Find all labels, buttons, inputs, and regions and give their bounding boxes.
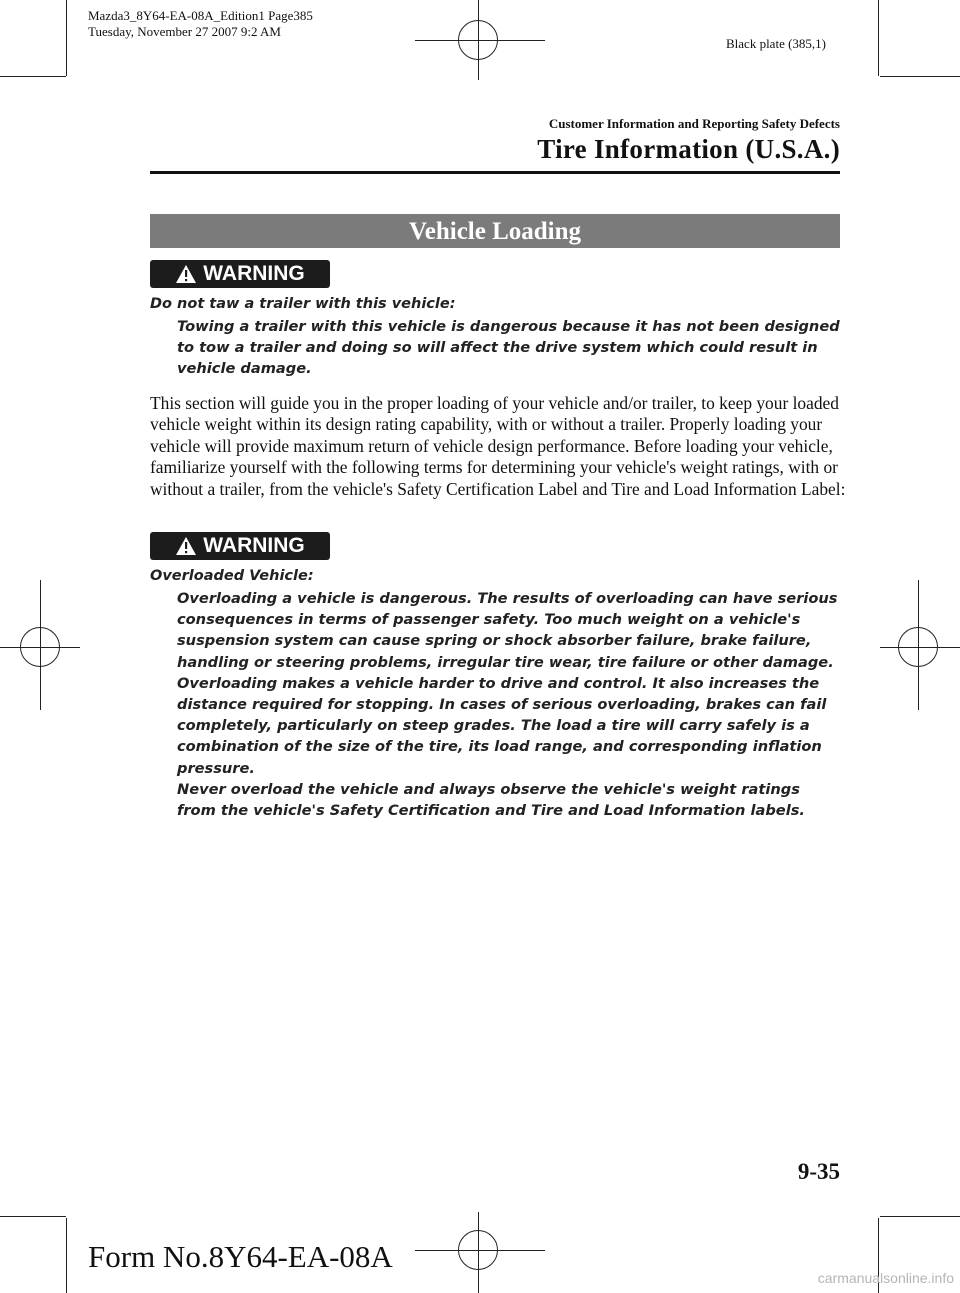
section-banner: Vehicle Loading	[150, 214, 840, 248]
intro-paragraph: This section will guide you in the proper loading of your vehicle and/or trailer, to keep your loaded vehicle weight within its design rating capability, with or without a trailer. Properly loading your vehicle will provide maximum return of vehicle design performance. Before loading your vehicle, familiarize yourself with the following terms for determining your vehicle's weight ratings, with or without a trailer, from the vehicle's Safety Certification Label and Tire and Load Information Label:	[150, 393, 846, 499]
warning-label: WARNING	[203, 262, 305, 285]
warning-heading: Do not taw a trailer with this vehicle:	[150, 296, 456, 312]
crop-mark	[0, 1216, 66, 1217]
section-header: Customer Information and Reporting Safety Defects	[548, 116, 840, 131]
warning-heading: Overloaded Vehicle:	[150, 568, 314, 584]
crop-mark	[66, 1218, 67, 1293]
plate-label: Black plate (385,1)	[726, 36, 826, 51]
registration-circle	[458, 1230, 498, 1270]
warning-triangle-icon	[175, 536, 197, 556]
print-info	[88, 8, 313, 40]
crop-mark	[878, 0, 879, 76]
form-number: Form No.8Y64-EA-08A	[88, 1239, 393, 1274]
print-info-line: Tuesday, November 27 2007 9:2 AM	[88, 24, 281, 39]
warning-text: Never overload the vehicle and always observe the vehicle's weight ratings from the vehicle's Safety Certification and Tire and Load Information labels.	[177, 780, 805, 820]
warning-body	[177, 316, 842, 380]
watermark: carmanualsonline.info	[817, 1270, 954, 1286]
warning-triangle-icon	[175, 264, 197, 284]
registration-circle	[898, 627, 938, 667]
crop-mark	[880, 76, 960, 77]
crop-mark	[0, 76, 66, 77]
chapter-title: Tire Information (U.S.A.)	[537, 134, 840, 164]
registration-circle	[458, 20, 498, 60]
page-number: 9-35	[797, 1159, 840, 1184]
warning-badge	[150, 260, 330, 288]
title-rule	[150, 171, 840, 174]
print-info-line: Mazda3_8Y64-EA-08A_Edition1 Page385	[88, 8, 313, 23]
warning-text: Towing a trailer with this vehicle is dangerous because it has not been designed to tow a trailer and doing so will affect the drive system which could result in vehicle damage.	[177, 318, 840, 378]
crop-mark	[880, 1216, 960, 1217]
warning-label: WARNING	[203, 534, 305, 557]
warning-badge	[150, 532, 330, 560]
crop-mark	[66, 0, 67, 76]
warning-body	[177, 588, 842, 821]
warning-text: Overloading a vehicle is dangerous. The results of overloading can have serious consequences in terms of passenger safety. Too much weight on a vehicle's suspension system can cause spring or shock absorber failure, brake failure, handling or steering problems, irregular tire wear, tire failure or other damage. Overloading makes a vehicle harder to drive and control. It also increases the distance required for stopping. In cases of serious overloading, brakes can fail completely, particularly on steep grades. The load a tire will carry safely is a combination of the size of the tire, its load range, and corresponding inflation pressure.	[177, 590, 838, 777]
registration-circle	[20, 627, 60, 667]
